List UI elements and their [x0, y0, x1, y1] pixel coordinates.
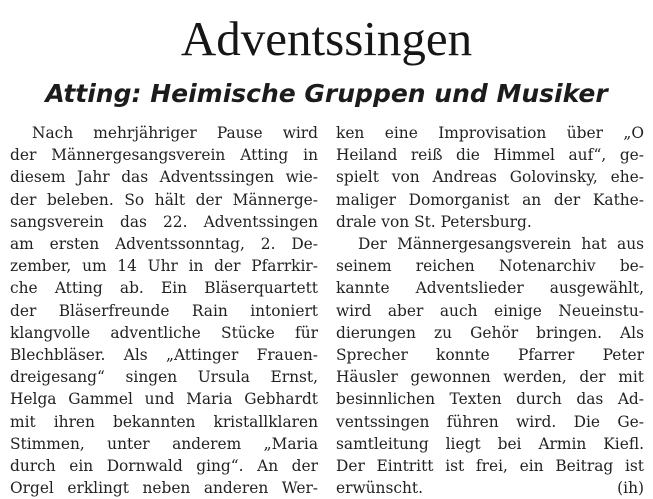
text-line: zember, um 14 Uhr in der Pfarrkir-	[10, 257, 318, 276]
text-line: drale von St. Petersburg.	[336, 212, 532, 231]
text-line: Häusler gewonnen werden, der mit	[336, 368, 644, 387]
text-line: maliger Domorganist an der Kathe-	[336, 190, 644, 209]
text-line: der beleben. So hält der Männerge-	[10, 190, 318, 209]
text-line: dreigesang“ singen Ursula Ernst,	[10, 368, 318, 387]
text-line: Blechbläser. Als „Attinger Frauen-	[10, 346, 318, 365]
article-column-right	[336, 122, 644, 499]
text-line: Nach mehrjähriger Pause wird	[32, 124, 318, 142]
text-line: klangvolle adventliche Stücke für	[10, 323, 318, 342]
article-column-left	[10, 122, 318, 499]
text-line: seinem reichen Notenarchiv be-	[336, 257, 644, 276]
text-line: der Bläserfreunde Rain intoniert	[10, 301, 318, 320]
text-line: erwünscht.	[336, 479, 423, 498]
text-line: ventssingen führen wird. Die Ge-	[336, 412, 644, 431]
text-line: durch ein Dornwald ging“. An der	[10, 457, 318, 476]
text-line: besinnlichen Texten durch das Ad-	[336, 390, 644, 409]
text-line: Heiland reiß die Himmel auf“, ge-	[336, 146, 644, 165]
text-line: Der Eintritt ist frei, ein Beitrag ist	[336, 457, 644, 476]
text-line: am ersten Adventssonntag, 2. De-	[10, 235, 318, 254]
text-line: kannte Adventslieder ausgewählt,	[336, 279, 644, 298]
text-line: Orgel erklingt neben anderen Wer-	[10, 479, 318, 498]
text-line: che Atting ab. Ein Bläserquartett	[10, 279, 318, 298]
text-line: spielt von Andreas Golovinsky, ehe-	[336, 168, 644, 187]
article-headline: Adventssingen	[180, 11, 473, 66]
text-line: diesem Jahr das Adventssingen wie-	[10, 168, 318, 187]
closing-line	[336, 477, 644, 499]
text-line: mit ihren bekannten kristallklaren	[10, 412, 318, 431]
text-line: Sprecher konnte Pfarrer Peter	[336, 346, 644, 365]
text-line: wird aber auch einige Neueinstu-	[336, 301, 644, 320]
text-line: Helga Gammel und Maria Gebhardt	[10, 390, 318, 409]
text-line: Stimmen, unter anderem „Maria	[10, 434, 318, 453]
text-line: samtleitung liegt bei Armin Kiefl.	[336, 434, 644, 453]
text-line: sangsverein das 22. Adventssingen	[10, 212, 318, 231]
author-initials: (ih)	[617, 479, 644, 498]
article-subheadline: Atting: Heimische Gruppen und Musiker	[45, 79, 608, 108]
text-line: dierungen zu Gehör bringen. Als	[336, 323, 644, 342]
text-line: ken eine Improvisation über „O	[336, 124, 644, 142]
text-line: der Männergesangsverein Atting in	[10, 146, 318, 165]
text-line: Der Männergesangsverein hat aus	[358, 235, 644, 254]
